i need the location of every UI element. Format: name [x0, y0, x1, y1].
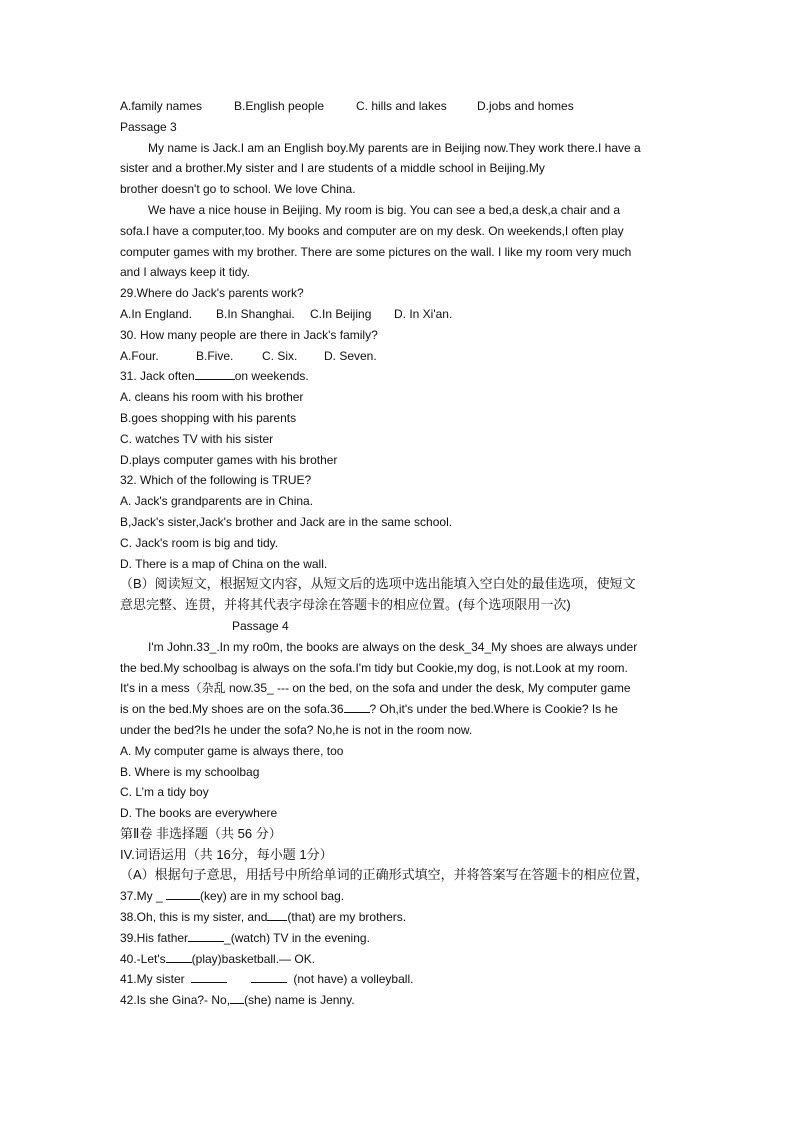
- passage4-line: It's in a mess（杂乱 now.35_ --- on the bed, on the sofa and under the desk, My computer game: [120, 681, 631, 696]
- passage4-option-a: A. My computer game is always there, too: [120, 743, 344, 758]
- passage4-line: the bed.My schoolbag is always on the sofa.I'm tidy but Cookie,my dog, is not.Look at my room.: [120, 660, 628, 675]
- q31-blank: [195, 366, 235, 380]
- q30-stem: 30. How many people are there in Jack's family?: [120, 327, 378, 342]
- q39: [120, 928, 674, 949]
- q32-option-c: C. Jack's room is big and tidy.: [120, 535, 279, 550]
- blank-36: [344, 699, 370, 713]
- passage3-para1-line: My name is Jack.I am an English boy.My parents are in Beijing now.They work there.I have a: [148, 140, 641, 155]
- passage4-line-post: ? Oh,it's under the bed.Where is Cookie? Is he: [369, 702, 618, 717]
- q29-options: [120, 304, 674, 325]
- q30-option-c: C. Six.: [262, 348, 298, 363]
- q31-stem: [120, 366, 674, 387]
- q28-option-d: D.jobs and homes: [477, 99, 574, 113]
- q37-pre: 37.My _: [120, 889, 163, 904]
- passage3-para2-line: and I always keep it tidy.: [120, 265, 250, 280]
- q38-pre: 38.Oh, this is my sister, and: [120, 910, 268, 925]
- q41-post: (not have) a volleyball.: [293, 972, 414, 987]
- passage3-para2-line: We have a nice house in Beijing. My room is big. You can see a bed,a desk,a chair and a: [148, 202, 621, 217]
- q40-post: (play)basketball.— OK.: [191, 951, 316, 966]
- passage4-line: under the bed?Is he under the sofa? No,he is not in the room now.: [120, 722, 473, 737]
- q31-stem-pre: 31. Jack often: [120, 369, 195, 384]
- q37: [120, 886, 674, 907]
- q32-option-a: A. Jack's grandparents are in China.: [120, 494, 314, 509]
- part2-heading: 第Ⅱ卷 非选择题（共 56 分）: [120, 825, 282, 841]
- q42-post: (she) name is Jenny.: [244, 993, 355, 1008]
- q39-blank: [188, 928, 224, 942]
- q40-blank: [166, 949, 192, 963]
- section4a-instruction: （A）根据句子意思，用括号中所给单词的正确形式填空，并将答案写在答题卡的相应位置，: [120, 867, 649, 883]
- passage4-line-pre: is on the bed.My shoes are on the sofa.: [120, 702, 331, 717]
- q32-option-d: D. There is a map of China on the wall.: [120, 556, 328, 571]
- q29-option-d: D. In Xi'an.: [394, 306, 453, 321]
- passage3-para2: [120, 200, 674, 283]
- q40: [120, 949, 674, 970]
- blank-36-number: 36: [330, 702, 344, 717]
- passage4-title: Passage 4: [232, 618, 289, 633]
- section4-heading: IV.词语运用（共 16分，每小题 1分）: [120, 846, 333, 862]
- q28-option-a: A.family names: [120, 99, 203, 113]
- passage4-line: I'm John.33_.In my ro0m, the books are always on the desk_34_My shoes are always under: [148, 639, 638, 654]
- q41: [120, 969, 674, 990]
- passage4-option-b: B. Where is my schoolbag: [120, 764, 260, 779]
- passage4-text: [120, 637, 674, 741]
- q37-post: (key) are in my school bag.: [200, 889, 345, 904]
- q31-option-b: B.goes shopping with his parents: [120, 410, 297, 425]
- q39-post: _(watch) TV in the evening.: [224, 930, 370, 945]
- q38-blank: [267, 907, 287, 921]
- passage4-line-with-blank: [120, 699, 674, 720]
- passage3-para1-line: sister and a brother.My sister and I are students of a middle school in Beijing.My: [120, 161, 545, 176]
- q41-pre: 41.My sister: [120, 972, 185, 987]
- passage4-option-c: C. L’m a tidy boy: [120, 785, 209, 800]
- q30-options: [120, 346, 674, 367]
- q41-blank-1: [191, 969, 227, 983]
- passage3-para2-line: sofa.I have a computer,too. My books and computer are on my desk. On weekends,I often play: [120, 223, 624, 238]
- q29-option-b: B.In Shanghai.: [216, 306, 295, 321]
- q38-post: (that) are my brothers.: [287, 910, 407, 925]
- q29-option-a: A.In England.: [120, 306, 193, 321]
- passage3-para1-line: brother doesn't go to school. We love China.: [120, 182, 356, 197]
- sectionb-instruction-line1: （B）阅读短文，根据短文内容，从短文后的选项中选出能填入空白处的最佳选项，使短文: [120, 576, 636, 592]
- q31-option-a: A. cleans his room with his brother: [120, 390, 304, 405]
- q42: [120, 990, 674, 1011]
- q31-option-c: C. watches TV with his sister: [120, 431, 274, 446]
- passage3-title: Passage 3: [120, 119, 177, 134]
- q28-option-b: B.English people: [234, 99, 325, 113]
- q28-option-c: C. hills and lakes: [356, 99, 447, 113]
- q42-pre: 42.Is she Gina?- No,: [120, 993, 231, 1008]
- sectionb-instruction-line2: 意思完整、连贯，并将其代表字母涂在答题卡的相应位置。(每个选项限用一次): [120, 597, 571, 613]
- q42-blank: [230, 990, 244, 1004]
- q38: [120, 907, 674, 928]
- q41-blank-2: [251, 969, 287, 983]
- q39-pre: 39.His father: [120, 930, 189, 945]
- q32-stem: 32. Which of the following is TRUE?: [120, 473, 312, 488]
- q32-option-b: B,Jack's sister,Jack's brother and Jack are in the same school.: [120, 514, 453, 529]
- q31-option-d: D.plays computer games with his brother: [120, 452, 338, 467]
- q29-option-c: C.In Beijing: [310, 306, 372, 321]
- q30-option-d: D. Seven.: [324, 348, 377, 363]
- passage3-para1: [120, 138, 674, 200]
- exam-page: [120, 96, 674, 1011]
- q30-option-b: B.Five.: [196, 348, 234, 363]
- q31-stem-post: on weekends.: [234, 369, 309, 384]
- q37-blank: [166, 886, 200, 900]
- q30-option-a: A.Four.: [120, 348, 159, 363]
- q28-options: [120, 96, 674, 117]
- passage3-para2-line: computer games with my brother. There are some pictures on the wall. I like my room very much: [120, 244, 632, 259]
- passage4-option-d: D. The books are everywhere: [120, 806, 278, 821]
- q40-pre: 40.-Let's: [120, 951, 166, 966]
- q29-stem: 29.Where do Jack's parents work?: [120, 286, 304, 301]
